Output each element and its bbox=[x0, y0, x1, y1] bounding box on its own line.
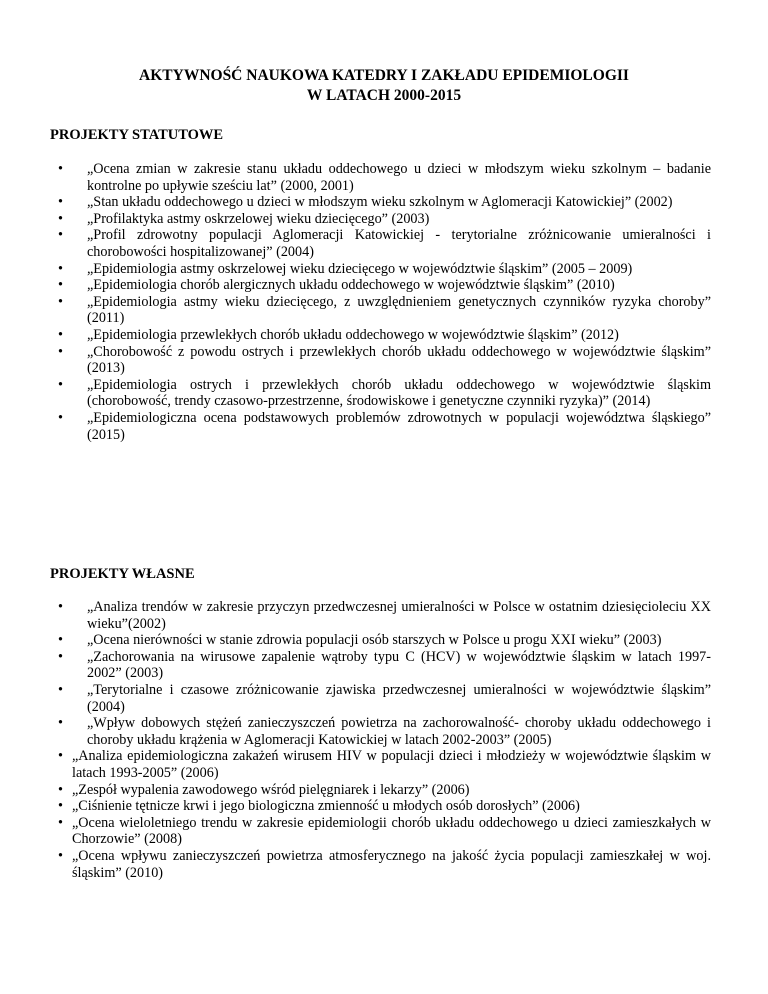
bullet-icon: • bbox=[58, 343, 63, 360]
bullet-icon: • bbox=[58, 632, 63, 649]
list-item-text: „Profil zdrowotny populacji Aglomeracji Katowickiej - terytorialne zróżnicowanie umieralności i chorobowości hospitalizowanej” (2004) bbox=[87, 227, 711, 260]
list-item-text: „Epidemiologia astmy oskrzelowej wieku dziecięcego w województwie śląskim” (2005 – 2009) bbox=[87, 260, 633, 277]
bullet-icon: • bbox=[58, 194, 63, 211]
list-item-text: „Zachorowania na wirusowe zapalenie wątroby typu C (HCV) w województwie śląskim w latach 1997-2002” (2003) bbox=[87, 648, 711, 682]
list-item bbox=[0, 632, 768, 649]
bullet-icon: • bbox=[58, 748, 63, 765]
list-item bbox=[0, 211, 768, 228]
list-item bbox=[0, 798, 768, 815]
list-item-text: „Stan układu oddechowego u dzieci w młodszym wieku szkolnym w Aglomeracji Katowickiej” (2002) bbox=[87, 194, 673, 211]
list-item bbox=[0, 682, 768, 715]
list-item bbox=[0, 227, 768, 260]
wlasne-project-list bbox=[0, 599, 768, 881]
section-heading-statutowe: PROJEKTY STATUTOWE bbox=[50, 127, 224, 143]
list-item bbox=[0, 782, 768, 799]
bullet-icon: • bbox=[58, 326, 63, 343]
bullet-icon: • bbox=[58, 798, 63, 815]
list-item bbox=[0, 294, 768, 327]
list-item bbox=[0, 161, 768, 194]
title-line-1: AKTYWNOŚĆ NAUKOWA KATEDRY I ZAKŁADU EPIDEMIOLOGII bbox=[139, 67, 629, 84]
bullet-icon: • bbox=[58, 599, 63, 615]
list-item-text: „Ocena wpływu zanieczyszczeń powietrza atmosferycznego na jakość życia populacji zamieszkałej w woj. śląskim” (2010) bbox=[72, 847, 711, 881]
bullet-icon: • bbox=[58, 781, 63, 798]
section-heading-wlasne: PROJEKTY WŁASNE bbox=[50, 566, 195, 582]
title-line-2: W LATACH 2000-2015 bbox=[306, 87, 462, 104]
list-item-text: „Ocena zmian w zakresie stanu układu oddechowego u dzieci w młodszym wieku szkolnym – badanie kontrolne po upływie sześciu lat” (2000, 2001) bbox=[87, 161, 711, 194]
bullet-icon: • bbox=[58, 210, 63, 227]
list-item bbox=[0, 344, 768, 377]
bullet-icon: • bbox=[58, 648, 63, 665]
list-item bbox=[0, 715, 768, 748]
list-item-text: „Epidemiologia chorób alergicznych układu oddechowego w województwie śląskim” (2010) bbox=[87, 277, 615, 294]
bullet-icon: • bbox=[58, 715, 63, 732]
bullet-icon: • bbox=[58, 409, 63, 426]
list-item-text: „Analiza trendów w zakresie przyczyn przedwczesnej umieralności w Polsce w ostatnim dziesięcioleciu XX wieku”(2002) bbox=[87, 599, 711, 632]
list-item-text: „Profilaktyka astmy oskrzelowej wieku dziecięcego” (2003) bbox=[87, 210, 430, 227]
bullet-icon: • bbox=[58, 681, 63, 698]
bullet-icon: • bbox=[58, 847, 63, 864]
list-item bbox=[0, 599, 768, 632]
list-item bbox=[0, 277, 768, 294]
list-item-text: „Epidemiologia ostrych i przewlekłych chorób układu oddechowego w województwie śląskim (chorobowość, trendy czasowo-przestrzenne, środowiskowe i genetyczne czynniki ryzyka)” (2014) bbox=[87, 376, 711, 410]
bullet-icon: • bbox=[58, 260, 63, 277]
bullet-icon: • bbox=[58, 161, 63, 177]
list-item-text: „Zespół wypalenia zawodowego wśród pielęgniarek i lekarzy” (2006) bbox=[72, 781, 470, 798]
list-item bbox=[0, 327, 768, 344]
list-item-text: „Wpływ dobowych stężeń zanieczyszczeń powietrza na zachorowalność- choroby układu oddechowego i choroby układu krążenia w Aglomeracji Katowickiej w latach 2002-2003” (2005) bbox=[87, 715, 711, 748]
statutowe-project-list bbox=[0, 161, 768, 443]
list-item bbox=[0, 410, 768, 443]
list-item-text: „Ocena wieloletniego trendu w zakresie epidemiologii chorób układu oddechowego u dzieci zamieszkałych w Chorzowie” (2008) bbox=[72, 814, 711, 848]
list-item bbox=[0, 377, 768, 410]
bullet-icon: • bbox=[58, 227, 63, 244]
bullet-icon: • bbox=[58, 293, 63, 310]
list-item-text: „Terytorialne i czasowe zróżnicowanie zjawiska przedwczesnej umieralności w województwie śląskim” (2004) bbox=[87, 681, 711, 715]
list-item bbox=[0, 261, 768, 278]
list-item bbox=[0, 194, 768, 211]
list-item bbox=[0, 748, 768, 781]
list-item-text: „Chorobowość z powodu ostrych i przewlekłych chorób układu oddechowego w województwie śląskim” (2013) bbox=[87, 343, 711, 377]
bullet-icon: • bbox=[58, 814, 63, 831]
list-item-text: „Ciśnienie tętnicze krwi i jego biologiczna zmienność u młodych osób dorosłych” (2006) bbox=[72, 798, 580, 815]
list-item-text: „Epidemiologia astmy wieku dziecięcego, z uwzględnieniem genetycznych czynników ryzyka choroby” (2011) bbox=[87, 293, 711, 327]
list-item-text: „Epidemiologia przewlekłych chorób układu oddechowego w województwie śląskim” (2012) bbox=[87, 326, 619, 343]
bullet-icon: • bbox=[58, 376, 63, 393]
list-item-text: „Epidemiologiczna ocena podstawowych problemów zdrowotnych w populacji województwa śląskiego” (2015) bbox=[87, 409, 711, 443]
list-item-text: „Ocena nierówności w stanie zdrowia populacji osób starszych w Polsce u progu XXI wieku” (2003) bbox=[87, 632, 662, 649]
list-item bbox=[0, 848, 768, 881]
document-title bbox=[60, 66, 708, 106]
list-item-text: „Analiza epidemiologiczna zakażeń wirusem HIV w populacji dzieci i młodzieży w województwie śląskim w latach 1993-2005” (2006) bbox=[72, 748, 711, 781]
bullet-icon: • bbox=[58, 277, 63, 294]
list-item bbox=[0, 649, 768, 682]
list-item bbox=[0, 815, 768, 848]
